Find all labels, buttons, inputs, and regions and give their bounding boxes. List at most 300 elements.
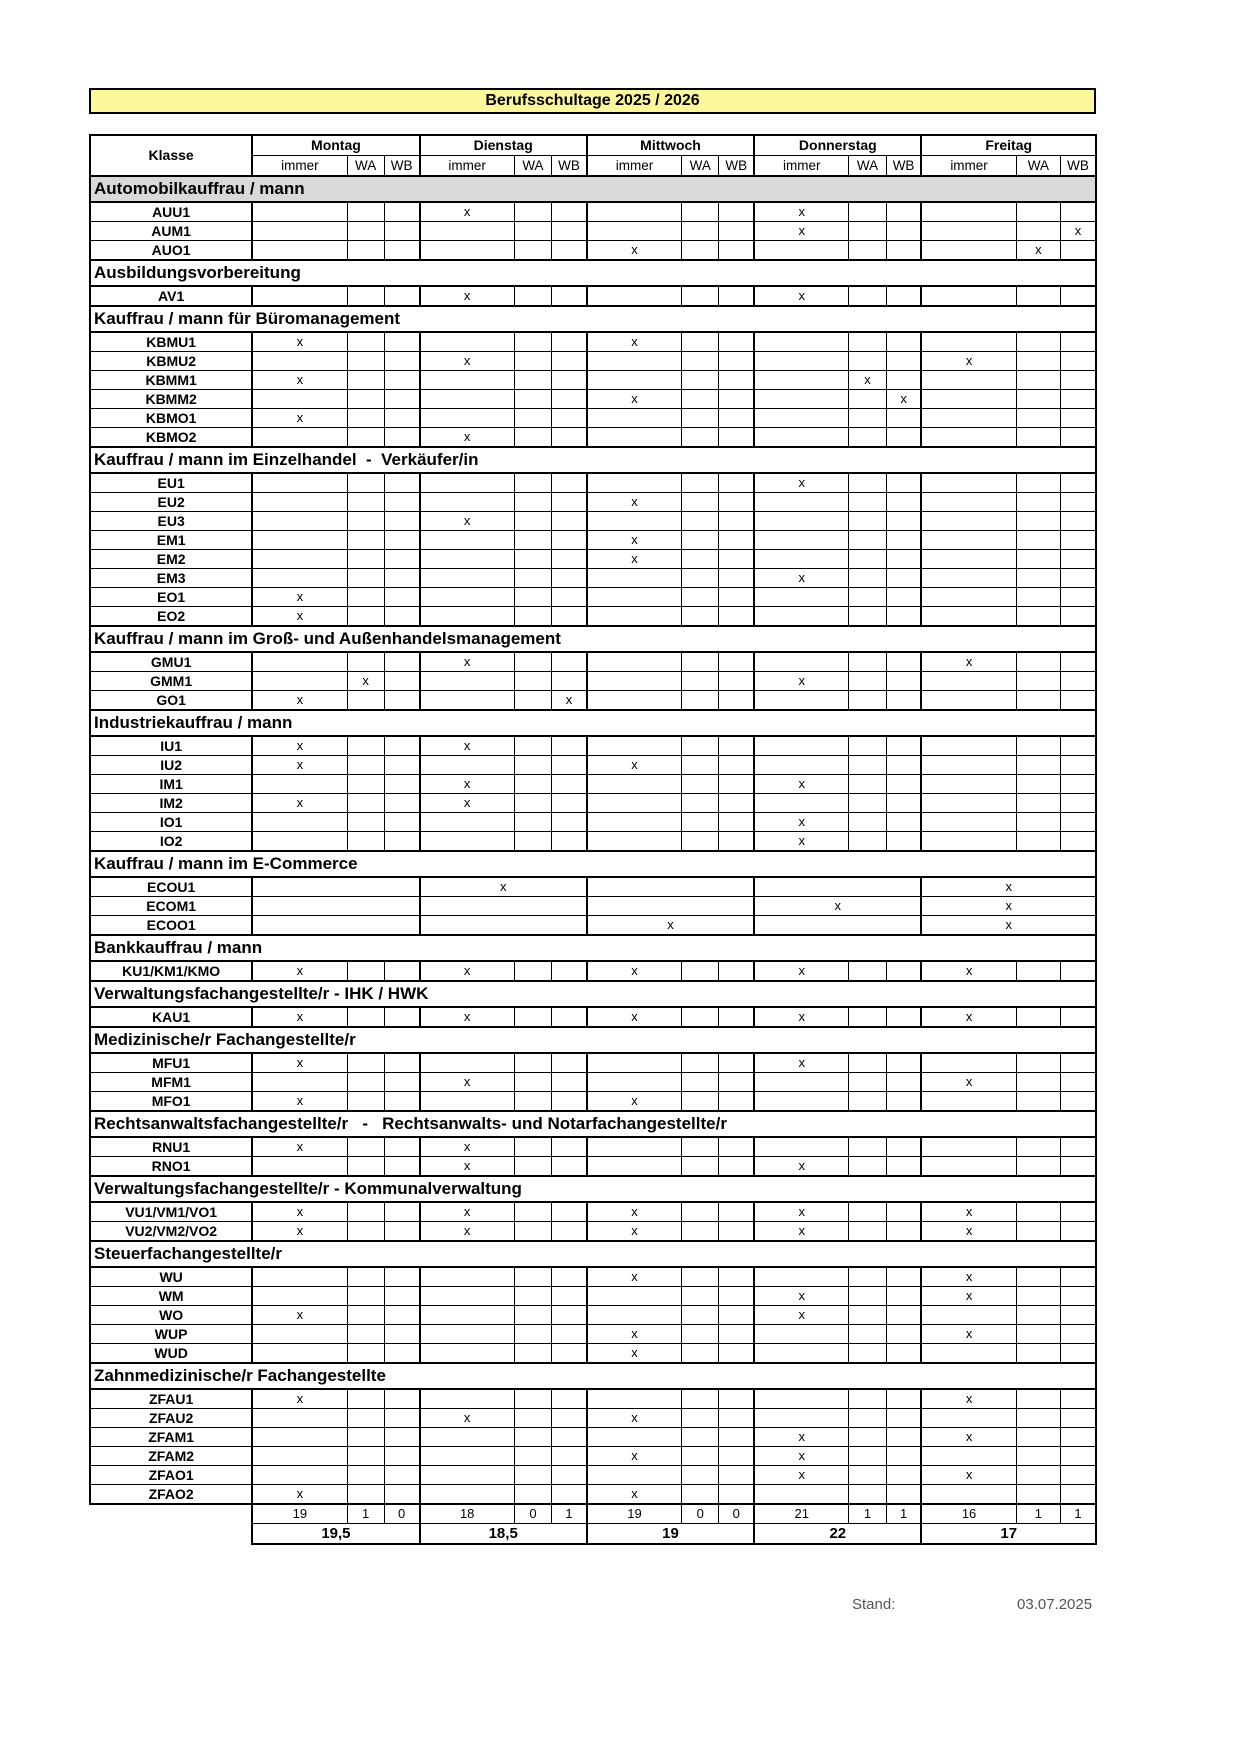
day-cell-immer: [587, 1466, 682, 1485]
day-cell-immer: [754, 1409, 849, 1428]
day-cell-wa: [849, 352, 886, 371]
day-cell-wa: [1016, 222, 1060, 241]
day-cell-immer: x: [754, 775, 849, 794]
day-cell-immer: x: [420, 1137, 515, 1157]
day-cell-wb: [384, 652, 419, 672]
day-cell-wb: [384, 1306, 419, 1325]
day-cell-immer: [587, 1306, 682, 1325]
day-cell-immer: [754, 588, 849, 607]
section-header: [90, 981, 1096, 1007]
day-cell-wb: [552, 1325, 587, 1344]
table-row: [90, 1222, 1096, 1242]
day-cell-wa: [514, 352, 551, 371]
day-cell-wa: [682, 1389, 719, 1409]
klasse-cell: ZFAO2: [90, 1485, 252, 1505]
day-cell-wb: [886, 1092, 921, 1112]
klasse-cell: IU2: [90, 756, 252, 775]
day-cell-wa: [849, 1092, 886, 1112]
day-cell-immer: [754, 1092, 849, 1112]
total-count-cell: 16: [921, 1504, 1016, 1524]
day-cell-wa: [347, 1344, 384, 1364]
day-cell-wa: [682, 1222, 719, 1242]
day-cell-wb: [886, 1485, 921, 1505]
day-cell-immer: [921, 473, 1016, 493]
day-cell-immer: [587, 1053, 682, 1073]
sums-blank: [90, 1524, 252, 1545]
day-cell-wa: [347, 1325, 384, 1344]
klasse-cell: KAU1: [90, 1007, 252, 1027]
day-cell-immer: x: [587, 1202, 682, 1222]
day-cell: x: [921, 897, 1096, 916]
day-cell-wa: [1016, 1267, 1060, 1287]
day-cell-wa: [347, 241, 384, 261]
day-cell-immer: [587, 286, 682, 306]
day-cell-wb: [552, 736, 587, 756]
day-cell: x: [754, 897, 921, 916]
day-cell-immer: [420, 493, 515, 512]
day-cell-wa: [849, 1053, 886, 1073]
day-cell-wb: [1061, 961, 1096, 981]
day-cell-wa: [347, 1222, 384, 1242]
day-cell: [252, 916, 419, 936]
day-cell-wb: [384, 332, 419, 352]
day-cell-wb: [384, 371, 419, 390]
section-header: [90, 306, 1096, 332]
day-cell-immer: [921, 202, 1016, 222]
day-cell-wb: [886, 493, 921, 512]
day-cell-immer: x: [420, 1409, 515, 1428]
day-cell-wa: [1016, 1073, 1060, 1092]
day-cell-immer: x: [252, 1222, 347, 1242]
day-cell-wa: [514, 1287, 551, 1306]
klasse-cell: MFU1: [90, 1053, 252, 1073]
day-cell-wb: [719, 1447, 754, 1466]
day-cell-wa: [682, 512, 719, 531]
section-header: [90, 260, 1096, 286]
day-cell-wa: [682, 352, 719, 371]
day-cell-wb: [719, 409, 754, 428]
day-cell-wb: [719, 588, 754, 607]
day-cell-wb: [384, 1325, 419, 1344]
day-cell-immer: [921, 813, 1016, 832]
day-cell-immer: x: [420, 1157, 515, 1177]
day-cell-wa: [347, 1007, 384, 1027]
day-header-mittwoch: Mittwoch: [587, 135, 754, 156]
day-cell-wa: [347, 428, 384, 448]
day-cell-wb: [552, 1092, 587, 1112]
day-cell-wb: [384, 1447, 419, 1466]
day-cell-immer: [252, 1344, 347, 1364]
day-cell-wb: [552, 756, 587, 775]
day-cell-wa: [682, 794, 719, 813]
day-cell-immer: x: [754, 202, 849, 222]
day-cell-immer: x: [587, 961, 682, 981]
klasse-cell: EU1: [90, 473, 252, 493]
day-cell-wa: [1016, 473, 1060, 493]
day-cell-immer: x: [921, 1325, 1016, 1344]
table-row: [90, 1428, 1096, 1447]
day-cell-wa: [682, 390, 719, 409]
day-cell-wa: [1016, 371, 1060, 390]
total-count-cell: 1: [886, 1504, 921, 1524]
day-cell-immer: x: [252, 1202, 347, 1222]
day-cell-immer: [252, 222, 347, 241]
day-cell-immer: [587, 1389, 682, 1409]
day-cell-wb: [384, 1267, 419, 1287]
day-cell-wa: [1016, 390, 1060, 409]
day-cell-wa: [1016, 1428, 1060, 1447]
day-cell-wa: [682, 569, 719, 588]
day-cell-wa: [849, 672, 886, 691]
table-row: [90, 1447, 1096, 1466]
day-cell-wa: [1016, 1344, 1060, 1364]
day-cell-wa: [347, 1073, 384, 1092]
day-cell-wb: [384, 512, 419, 531]
section-header: [90, 935, 1096, 961]
day-cell-wa: [849, 1466, 886, 1485]
day-cell-immer: x: [754, 286, 849, 306]
total-count-cell: 1: [849, 1504, 886, 1524]
day-cell-wa: [514, 588, 551, 607]
day-cell-wb: [1061, 390, 1096, 409]
day-cell-wb: [886, 1267, 921, 1287]
table-row: [90, 222, 1096, 241]
day-cell-immer: [587, 691, 682, 711]
day-cell-immer: x: [252, 1306, 347, 1325]
day-cell-wa: [514, 1137, 551, 1157]
day-cell-wb: [1061, 794, 1096, 813]
day-cell-wa: [1016, 569, 1060, 588]
day-cell-immer: [921, 550, 1016, 569]
day-cell-wb: [886, 371, 921, 390]
day-cell-wa: [514, 961, 551, 981]
day-cell-wa: [682, 428, 719, 448]
day-cell-immer: [252, 1447, 347, 1466]
klasse-cell: EU3: [90, 512, 252, 531]
table-row: [90, 607, 1096, 627]
day-cell-wb: [1061, 512, 1096, 531]
day-cell-immer: x: [252, 794, 347, 813]
day-cell-wa: [1016, 493, 1060, 512]
day-cell-immer: [252, 473, 347, 493]
day-cell-immer: [420, 1428, 515, 1447]
day-cell-wb: [1061, 1007, 1096, 1027]
day-cell-wb: [719, 332, 754, 352]
table-row: [90, 1389, 1096, 1409]
day-cell-immer: [420, 473, 515, 493]
day-cell-wb: [552, 832, 587, 852]
day-cell-immer: [587, 1157, 682, 1177]
day-cell-wb: [384, 1389, 419, 1409]
day-sum-cell: 17: [921, 1524, 1096, 1545]
day-cell-wb: [886, 332, 921, 352]
day-cell-immer: [252, 832, 347, 852]
day-cell-wb: [886, 1409, 921, 1428]
day-cell-wa: [347, 1092, 384, 1112]
day-cell-wa: [514, 1447, 551, 1466]
day-cell-wb: [1061, 1202, 1096, 1222]
day-cell-wa: [849, 473, 886, 493]
day-cell-immer: [252, 1287, 347, 1306]
day-cell-immer: [420, 1447, 515, 1466]
total-count-cell: 19: [587, 1504, 682, 1524]
day-cell-immer: x: [754, 961, 849, 981]
day-cell-wa: [849, 286, 886, 306]
table-row: [90, 691, 1096, 711]
day-cell: [420, 897, 587, 916]
day-cell-immer: x: [921, 1287, 1016, 1306]
day-cell-immer: x: [587, 1485, 682, 1505]
day-cell-wa: [1016, 286, 1060, 306]
day-cell-immer: [252, 1409, 347, 1428]
table-row: [90, 1157, 1096, 1177]
day-cell-wb: [719, 569, 754, 588]
day-cell-wa: [347, 794, 384, 813]
day-cell-wb: [1061, 1466, 1096, 1485]
table-row: [90, 473, 1096, 493]
day-cell-wb: [384, 1466, 419, 1485]
day-cell-wa: [514, 813, 551, 832]
section-header: [90, 1241, 1096, 1267]
day-cell-wa: [849, 531, 886, 550]
table-row: [90, 897, 1096, 916]
day-cell-immer: x: [587, 1447, 682, 1466]
day-cell-wa: [1016, 512, 1060, 531]
day-cell-wa: [347, 1409, 384, 1428]
day-cell-wa: [849, 1409, 886, 1428]
day-cell-immer: [587, 794, 682, 813]
day-cell-wb: [1061, 813, 1096, 832]
day-cell-wb: [886, 241, 921, 261]
day-cell-wb: [552, 202, 587, 222]
day-cell-wb: [552, 1137, 587, 1157]
day-cell-wa: [347, 736, 384, 756]
day-cell-immer: [921, 794, 1016, 813]
day-cell-wa: [849, 1325, 886, 1344]
day-cell-immer: [420, 691, 515, 711]
day-cell-immer: [921, 1306, 1016, 1325]
day-cell-wb: [384, 1157, 419, 1177]
table-row: [90, 588, 1096, 607]
day-cell-wa: [849, 1137, 886, 1157]
day-header-montag: Montag: [252, 135, 419, 156]
total-count-cell: 0: [682, 1504, 719, 1524]
day-cell-wa: [682, 1428, 719, 1447]
day-cell-immer: [420, 550, 515, 569]
day-cell-immer: x: [921, 1007, 1016, 1027]
day-cell-wa: [849, 607, 886, 627]
day-cell-immer: [587, 1428, 682, 1447]
subheader-wb: WB: [719, 156, 754, 177]
day-cell-immer: [754, 794, 849, 813]
day-cell-wa: [1016, 832, 1060, 852]
table-row: [90, 352, 1096, 371]
day-cell-wb: [552, 352, 587, 371]
day-cell-wb: [1061, 1073, 1096, 1092]
day-cell-wa: [849, 202, 886, 222]
day-cell-immer: [420, 672, 515, 691]
day-cell-wb: [384, 1073, 419, 1092]
day-cell-immer: [921, 531, 1016, 550]
day-cell-wa: [849, 1267, 886, 1287]
day-cell-immer: [252, 1267, 347, 1287]
day-cell-wb: [719, 1344, 754, 1364]
day-header-freitag: Freitag: [921, 135, 1096, 156]
day-cell-immer: x: [252, 588, 347, 607]
day-cell-wb: [384, 550, 419, 569]
table-row: [90, 1287, 1096, 1306]
day-cell-immer: [754, 512, 849, 531]
day-cell-wa: [347, 1157, 384, 1177]
day-cell-wb: [886, 607, 921, 627]
day-cell-wa: [514, 1222, 551, 1242]
day-cell-immer: [420, 371, 515, 390]
day-cell-wb: [886, 428, 921, 448]
day-cell-immer: x: [420, 961, 515, 981]
day-cell-immer: x: [587, 1409, 682, 1428]
day-cell-wb: [886, 1344, 921, 1364]
day-cell-immer: [420, 531, 515, 550]
day-cell-wa: [682, 409, 719, 428]
klasse-cell: ECOM1: [90, 897, 252, 916]
day-cell-wb: [886, 1137, 921, 1157]
klasse-cell: KBMU1: [90, 332, 252, 352]
table-row: [90, 916, 1096, 936]
day-cell-wb: [384, 1485, 419, 1505]
day-cell-wb: [384, 736, 419, 756]
subheader-wb: WB: [886, 156, 921, 177]
day-cell-wb: [384, 1222, 419, 1242]
day-cell-wb: [552, 241, 587, 261]
klasse-cell: GO1: [90, 691, 252, 711]
day-cell-immer: [252, 202, 347, 222]
day-cell-wa: [514, 794, 551, 813]
day-cell-wa: [347, 352, 384, 371]
day-cell-immer: [587, 473, 682, 493]
day-cell-wa: [347, 1137, 384, 1157]
day-cell-wb: [719, 1053, 754, 1073]
day-cell-immer: x: [252, 1053, 347, 1073]
day-cell-wa: [514, 428, 551, 448]
day-cell-wb: [886, 512, 921, 531]
day-cell-immer: [921, 512, 1016, 531]
day-cell-wa: [514, 1092, 551, 1112]
day-cell-wa: [682, 1287, 719, 1306]
day-cell-wb: [552, 286, 587, 306]
day-cell-immer: [587, 832, 682, 852]
day-cell-wb: [1061, 241, 1096, 261]
day-cell-wa: [514, 775, 551, 794]
day-cell-wb: [384, 1137, 419, 1157]
day-cell-wa: [682, 588, 719, 607]
day-cell-wa: [347, 1466, 384, 1485]
day-cell-wb: [886, 588, 921, 607]
day-cell-wb: [1061, 493, 1096, 512]
day-cell-immer: [754, 531, 849, 550]
schedule-body: [90, 135, 1096, 1544]
day-cell-wb: [384, 961, 419, 981]
section-header: [90, 1111, 1096, 1137]
section-title: Medizinische/r Fachangestellte/r: [90, 1027, 1096, 1053]
klasse-cell: AUO1: [90, 241, 252, 261]
day-cell-wa: [849, 736, 886, 756]
day-cell-wb: x: [886, 390, 921, 409]
day-cell-immer: [921, 1447, 1016, 1466]
day-cell-wb: [384, 493, 419, 512]
day-cell-wa: [682, 775, 719, 794]
day-cell-immer: [921, 832, 1016, 852]
day-cell-wb: [552, 512, 587, 531]
day-cell-immer: x: [420, 352, 515, 371]
day-sum-cell: 19: [587, 1524, 754, 1545]
day-cell-wa: [514, 409, 551, 428]
klasse-cell: KBMO2: [90, 428, 252, 448]
day-cell-wb: [719, 352, 754, 371]
day-cell-wb: [552, 1428, 587, 1447]
section-title: Kauffrau / mann für Büromanagement: [90, 306, 1096, 332]
stand-label: Stand:: [852, 1596, 896, 1613]
day-cell-wa: [849, 1485, 886, 1505]
table-row: [90, 775, 1096, 794]
day-cell-immer: x: [420, 428, 515, 448]
klasse-cell: KBMM2: [90, 390, 252, 409]
day-cell-wa: [514, 1344, 551, 1364]
day-cell-wa: [682, 550, 719, 569]
day-cell-immer: [754, 756, 849, 775]
klasse-cell: ECOU1: [90, 877, 252, 897]
day-cell-wb: [886, 961, 921, 981]
day-cell-wa: [347, 1447, 384, 1466]
day-cell-wb: [384, 794, 419, 813]
day-cell-wb: [1061, 672, 1096, 691]
day-cell-wa: [849, 961, 886, 981]
day-cell-wb: [886, 736, 921, 756]
day-cell-wb: [719, 1092, 754, 1112]
day-cell-wa: [682, 672, 719, 691]
day-cell-wa: [347, 1306, 384, 1325]
day-cell-wb: [552, 1007, 587, 1027]
day-cell-wa: [1016, 736, 1060, 756]
day-cell-wa: [849, 1389, 886, 1409]
day-cell-immer: [754, 691, 849, 711]
klasse-cell: KBMM1: [90, 371, 252, 390]
day-cell-wa: [1016, 756, 1060, 775]
day-cell-wa: [1016, 672, 1060, 691]
day-cell-wa: [849, 775, 886, 794]
day-cell-wb: [719, 493, 754, 512]
subheader-wa: WA: [347, 156, 384, 177]
day-cell-wb: [552, 1466, 587, 1485]
day-cell-wb: [384, 813, 419, 832]
day-cell-immer: x: [921, 1389, 1016, 1409]
day-cell-wb: [1061, 1267, 1096, 1287]
day-cell-wa: [682, 652, 719, 672]
day-cell-wa: [514, 202, 551, 222]
day-cell-immer: x: [420, 512, 515, 531]
day-cell-immer: x: [252, 756, 347, 775]
day-cell-immer: [420, 756, 515, 775]
day-cell-wa: [682, 1157, 719, 1177]
day-cell-wb: [719, 775, 754, 794]
klasse-cell: IO2: [90, 832, 252, 852]
day-cell-wb: [1061, 550, 1096, 569]
day-cell-immer: x: [252, 1007, 347, 1027]
day-cell-wb: [1061, 531, 1096, 550]
day-cell-wb: [886, 756, 921, 775]
klasse-cell: EO2: [90, 607, 252, 627]
day-cell-wa: [849, 832, 886, 852]
day-cell-wb: [886, 1007, 921, 1027]
